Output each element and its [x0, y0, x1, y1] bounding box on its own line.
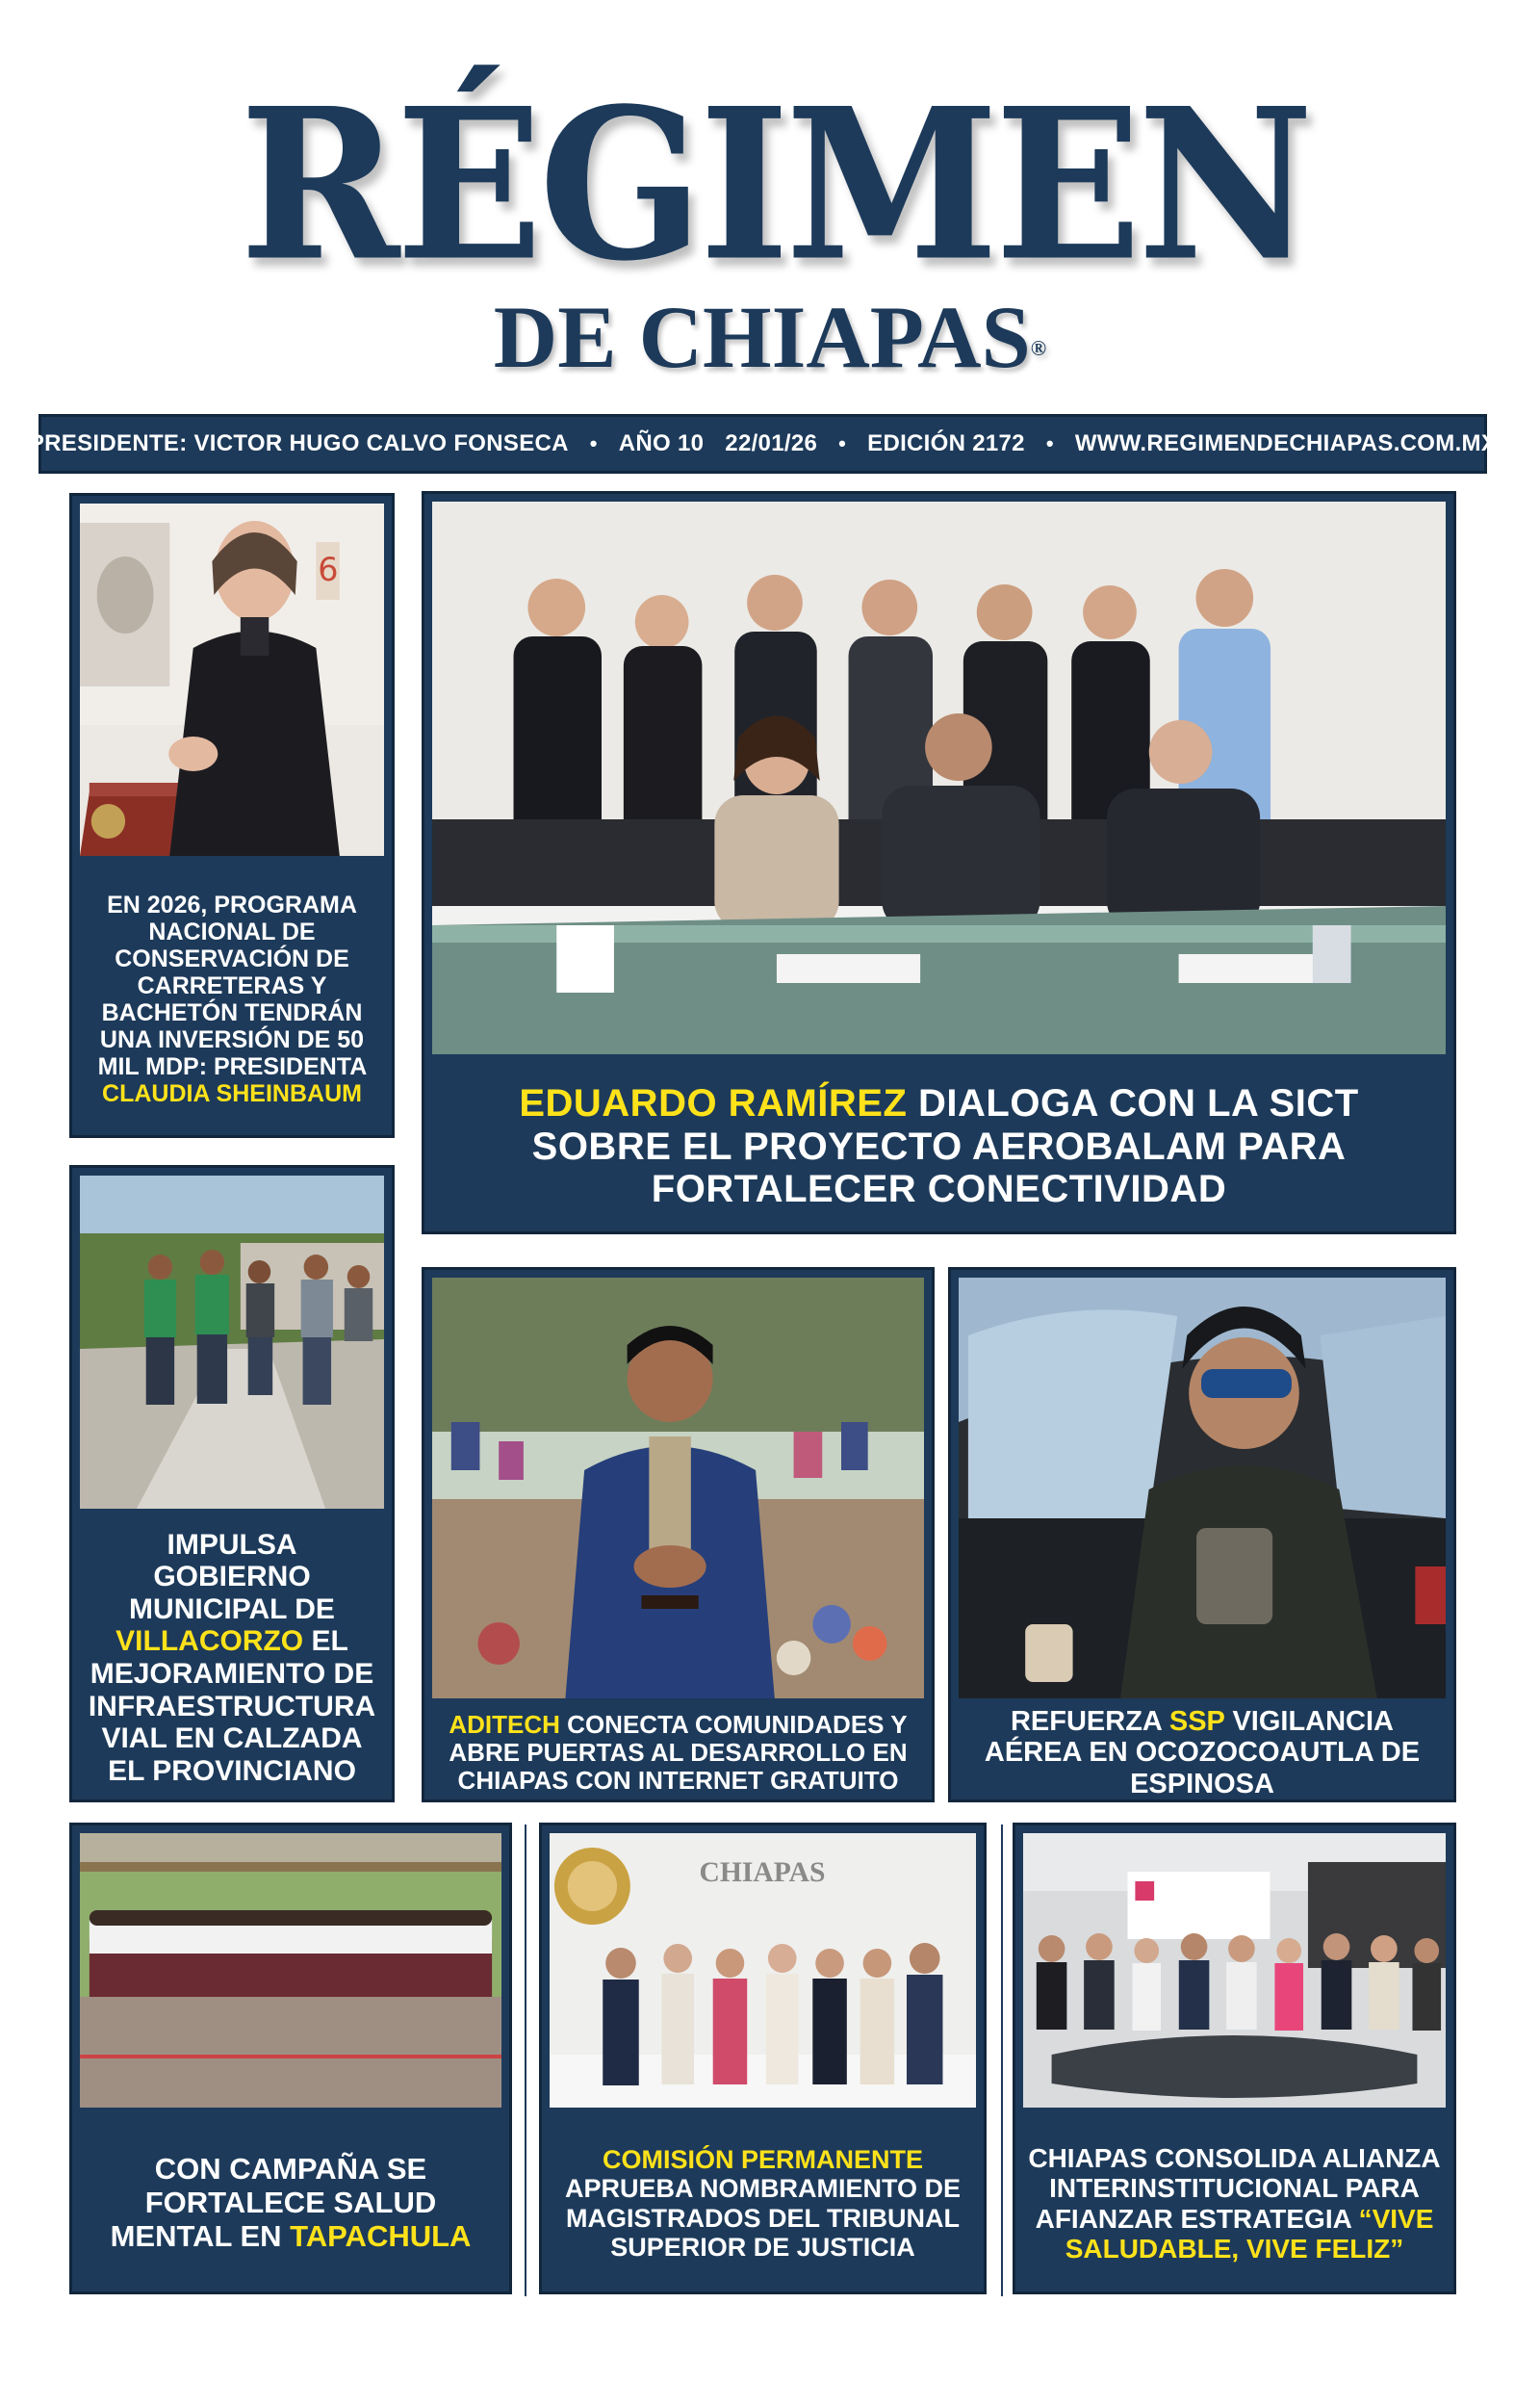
website-link[interactable]: WWW.REGIMENDECHIAPAS.COM.MX — [1074, 430, 1498, 456]
headline-text: DIALOGA CON LA SICT SOBRE EL PROYECTO AEROBALAM PARA FORTALECER CONECTIVIDAD — [531, 1081, 1359, 1211]
headline-highlight: VILLACORZO — [116, 1625, 304, 1658]
edition-date: 22/01/26 — [725, 430, 818, 456]
headline-text: CHIAPAS CONSOLIDA ALIANZA INTERINSTITUCIONAL PARA AFIANZAR ESTRATEGIA — [1028, 2142, 1441, 2234]
article-card-tapachula[interactable] — [69, 1823, 512, 2294]
svg-text:6: 6 — [318, 550, 339, 589]
masthead-logo-subtitle — [452, 289, 1088, 385]
article-headline-aditech[interactable] — [430, 1706, 926, 1799]
headline-highlight: ADITECH — [449, 1709, 560, 1739]
masthead — [0, 0, 1540, 404]
column-divider — [525, 1825, 526, 2296]
article-card-congreso[interactable] — [539, 1823, 987, 2294]
article-headline-congreso[interactable] — [548, 2115, 978, 2291]
edition-info-bar — [28, 414, 1498, 474]
headline-text: VIGILANCIA AÉREA EN OCOZOCOAUTLA DE ESPINOSA — [984, 1705, 1421, 1799]
article-headline-vive-saludable[interactable] — [1021, 2115, 1448, 2291]
separator-dot: • — [838, 431, 847, 455]
headline-highlight: COMISIÓN PERMANENTE — [602, 2145, 924, 2175]
article-headline-main[interactable] — [430, 1062, 1448, 1231]
headline-highlight: SSP — [1168, 1705, 1225, 1737]
article-photo-tapachula[interactable] — [80, 1833, 501, 2108]
separator-dot: • — [1045, 431, 1054, 455]
article-headline-ssp[interactable] — [957, 1706, 1448, 1799]
headline-text: CONECTA COMUNIDADES Y ABRE PUERTAS AL DESARROLLO EN CHIAPAS CON INTERNET GRATUITO — [449, 1709, 908, 1796]
article-card-aditech[interactable] — [422, 1267, 935, 1802]
article-card-vive-saludable[interactable] — [1013, 1823, 1456, 2294]
article-photo-villacorzo[interactable] — [80, 1176, 384, 1509]
headline-text: IMPULSA GOBIERNO MUNICIPAL DE — [129, 1528, 335, 1625]
article-card-sheinbaum[interactable] — [69, 493, 395, 1138]
article-photo-vive-saludable[interactable] — [1023, 1833, 1446, 2108]
article-headline-tapachula[interactable] — [78, 2115, 503, 2291]
svg-text:CHIAPAS: CHIAPAS — [699, 1855, 826, 1889]
headline-highlight: “VIVE SALUDABLE, VIVE FELIZ” — [1065, 2203, 1434, 2264]
headline-text: CON CAMPAÑA SE FORTALECE SALUD MENTAL EN — [110, 2152, 437, 2253]
masthead-subtitle-text: DE CHIAPAS — [493, 288, 1031, 386]
separator-dot: • — [589, 431, 598, 455]
column-divider — [1001, 1825, 1003, 2296]
headline-highlight: TAPACHULA — [290, 2218, 472, 2253]
headline-highlight: CLAUDIA SHEINBAUM — [102, 1080, 362, 1107]
headline-text: APRUEBA NOMBRAMIENTO DE MAGISTRADOS DEL TRIBUNAL SUPERIOR DE JUSTICIA — [564, 2174, 961, 2262]
article-card-main[interactable] — [422, 491, 1456, 1234]
article-headline-sheinbaum[interactable] — [78, 864, 386, 1135]
headline-highlight: EDUARDO RAMÍREZ — [519, 1081, 908, 1125]
article-photo-ssp[interactable] — [959, 1278, 1446, 1698]
article-card-villacorzo[interactable] — [69, 1165, 395, 1802]
article-photo-sheinbaum[interactable] — [80, 504, 384, 856]
article-headline-villacorzo[interactable] — [78, 1516, 386, 1799]
edition-year: AÑO 10 — [618, 430, 705, 456]
president-credit: PRESIDENTE: VICTOR HUGO CALVO FONSECA — [28, 430, 569, 456]
headline-text: EN 2026, PROGRAMA NACIONAL DE CONSERVACIÓN DE CARRETERAS Y BACHETÓN TENDRÁN UNA INVERSIÓN DE 50 MIL MDP: PRESIDENTA — [97, 892, 367, 1080]
registered-mark: ® — [1030, 336, 1047, 360]
edition-number: EDICIÓN 2172 — [867, 430, 1025, 456]
article-card-ssp[interactable] — [948, 1267, 1456, 1802]
article-photo-main[interactable] — [432, 502, 1446, 1054]
headline-text: EL MEJORAMIENTO DE INFRAESTRUCTURA VIAL EN CALZADA EL PROVINCIANO — [88, 1625, 376, 1787]
masthead-logo-title[interactable]: RÉGIMEN — [240, 63, 1310, 308]
article-photo-congreso[interactable] — [550, 1833, 976, 2108]
article-photo-aditech[interactable] — [432, 1278, 924, 1698]
headline-text: REFUERZA — [1010, 1705, 1162, 1737]
